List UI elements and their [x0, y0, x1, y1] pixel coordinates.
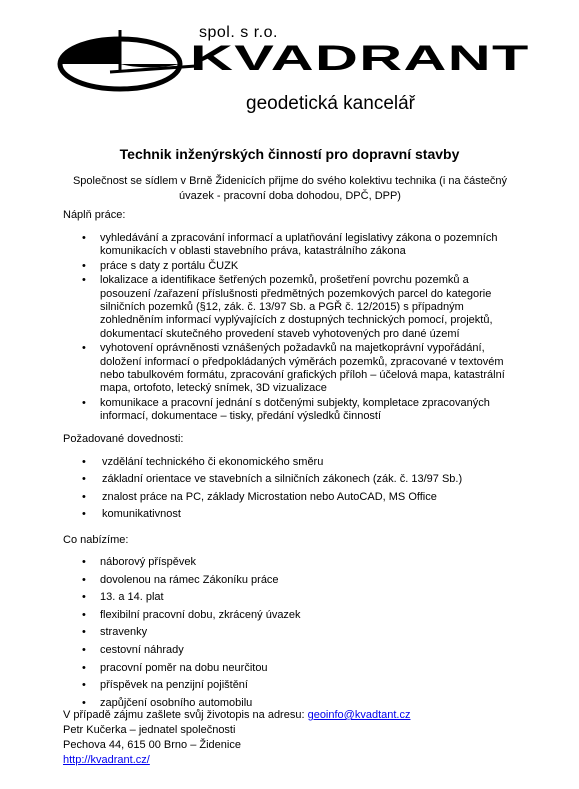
list-item: [82, 342, 512, 396]
bullet-icon: •: [82, 661, 86, 674]
contact-line: [63, 708, 410, 723]
list-item-text: zapůjčení osobního automobilu: [100, 696, 253, 709]
list-item-text: 13. a 14. plat: [100, 591, 164, 604]
list-item: [82, 591, 512, 604]
list-item-text: vzdělání technického či ekonomického směru: [102, 456, 324, 468]
quadrant-logo-icon: [0, 0, 200, 110]
list-item-text: základní orientace ve stavebních a silničních zákonech (zák. č. 13/97 Sb.): [102, 473, 463, 486]
list-item-text: dovolenou na rámec Zákoníku práce: [100, 573, 279, 586]
offer-heading: Co nabízíme:: [63, 534, 129, 546]
bullet-icon: •: [82, 679, 86, 692]
footer-contact: [63, 708, 410, 768]
list-item: [82, 260, 512, 273]
list-item: [82, 274, 512, 341]
bullet-icon: •: [82, 556, 86, 568]
list-item: [82, 679, 512, 692]
list-item: [82, 574, 512, 587]
company-prefix: spol. s r.o.: [199, 24, 278, 41]
bullet-icon: •: [82, 591, 86, 604]
list-item-text: náborový příspěvek: [100, 556, 196, 568]
list-item-text: lokalizace a identifikace šetřených pozemků, prošetření povrchu pozemků a posouzení /zařazení příslušnosti předmětných pozemkových parcel do kategorie silničních pozemků (§12, zák. č. 13/97 Sb. a PGŘ č. 12/2015) s případným zohledněním informací vyplývajících z dostupných technických pomocí, projektů, dokumentací skutečného provedení staveb vyhotovených pro dané území: [100, 274, 493, 340]
list-item: [82, 644, 512, 657]
bullet-icon: •: [82, 259, 86, 272]
bullet-icon: •: [82, 342, 86, 355]
bullet-icon: •: [82, 696, 86, 709]
bullet-icon: •: [82, 626, 86, 639]
list-item-text: flexibilní pracovní dobu, zkrácený úvazek: [100, 608, 301, 621]
list-item: [82, 397, 512, 424]
list-item-text: stravenky: [100, 626, 148, 639]
duties-list: [82, 232, 512, 425]
list-item-text: komunikace a pracovní jednání s dotčenými subjekty, kompletace zpracovaných informací, dokumentace – tisky, předání výsledků činností: [100, 396, 490, 423]
bullet-icon: •: [82, 643, 86, 656]
email-link[interactable]: geoinfo@kvadtant.cz: [307, 709, 411, 721]
company-name: KVADRANT: [190, 38, 530, 78]
bullet-icon: •: [82, 573, 86, 586]
list-item-text: znalost práce na PC, základy Microstation nebo AutoCAD, MS Office: [102, 490, 437, 503]
list-item-text: vyhledávání a zpracování informací a uplatňování legislativy zákona o pozemních komunikacích v oblasti stavebního práva, katastrálního zákona: [100, 232, 498, 258]
bullet-icon: •: [82, 490, 86, 503]
list-item-text: pracovní poměr na dobu neurčitou: [100, 661, 268, 674]
contact-person: Petr Kučerka – jednatel společnosti: [63, 724, 236, 736]
bullet-icon: •: [82, 508, 86, 521]
bullet-icon: •: [82, 456, 86, 468]
list-item: [82, 662, 512, 675]
company-subtitle: geodetická kancelář: [246, 93, 415, 114]
list-item-text: komunikativnost: [102, 508, 181, 521]
list-item-text: vyhotovení oprávněnosti vznášených požadavků na majetkoprávní vypořádání, doložení informací o předpokládaných výměrách pozemků, zpracované v textovém nebo tabulkovém formátu, zpracování grafických příloh – účelová mapa, katastrální mapa, ortofoto, letecký snímek, 3D vizualizace: [100, 342, 505, 395]
website-link[interactable]: http://kvadrant.cz/: [63, 754, 150, 766]
list-item: [82, 232, 512, 259]
bullet-icon: •: [82, 473, 86, 486]
list-item: [82, 508, 512, 521]
job-title: Technik inženýrských činností pro dopravní stavby: [119, 146, 460, 162]
list-item: [82, 626, 512, 639]
bullet-icon: •: [82, 396, 86, 409]
skills-heading: Požadované dovednosti:: [63, 433, 184, 445]
duties-heading: Náplň práce:: [63, 209, 126, 221]
bullet-icon: •: [82, 232, 86, 244]
contact-text: V případě zájmu zašlete svůj životopis na adresu:: [63, 709, 308, 721]
offer-list: [82, 556, 512, 714]
skills-list: [82, 456, 512, 526]
company-logo: [0, 0, 579, 140]
bullet-icon: •: [82, 608, 86, 621]
contact-address: Pechova 44, 615 00 Brno – Židenice: [63, 739, 241, 751]
intro-text: Společnost se sídlem v Brně Židenicích přijme do svého kolektivu technika (i na částečný úvazek - pracovní doba dohodou, DPČ, DPP): [72, 175, 508, 202]
list-item: [82, 491, 512, 504]
list-item-text: cestovní náhrady: [100, 643, 184, 656]
list-item: [82, 556, 512, 569]
list-item-text: příspěvek na penzijní pojištění: [100, 679, 248, 692]
bullet-icon: •: [82, 274, 86, 287]
list-item-text: práce s daty z portálu ČUZK: [100, 259, 239, 272]
list-item: [82, 473, 512, 486]
list-item: [82, 456, 512, 469]
list-item: [82, 609, 512, 622]
